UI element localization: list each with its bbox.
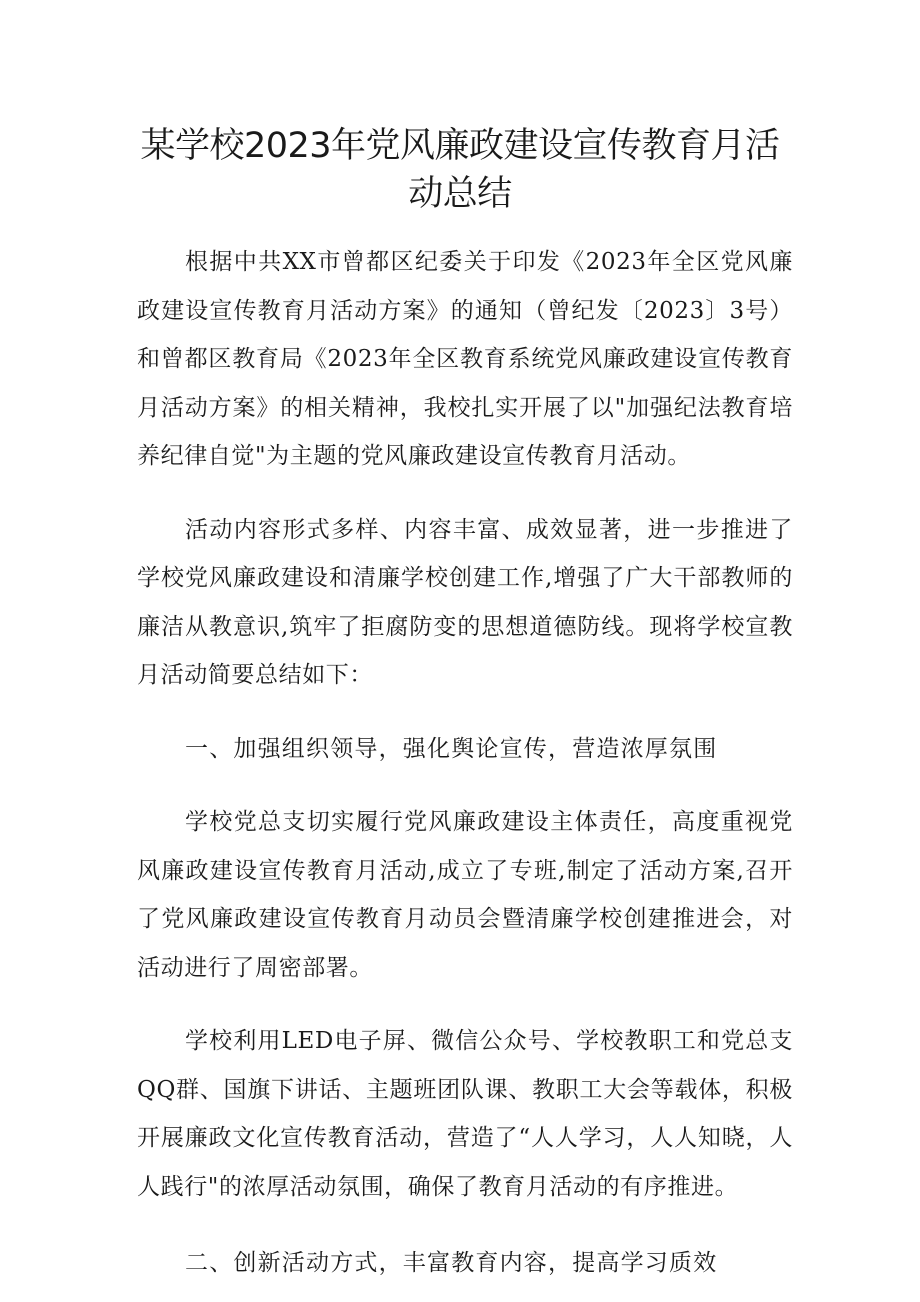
document-body xyxy=(137,238,793,1288)
paragraph-overview: 活动内容形式多样、内容丰富、成效显著，进一步推进了学校党风廉政建设和清廉学校创建工作,增强了广大干部教师的廉洁从教意识,筑牢了拒腐防变的思想道德防线。现将学校宣教月活动简要总结如下： xyxy=(137,516,793,688)
document-title xyxy=(120,122,800,218)
paragraph-section1-a: 学校党总支切实履行党风廉政建设主体责任，高度重视党风廉政建设宣传教育月活动,成立了专班,制定了活动方案,召开了党风廉政建设宣传教育月动员会暨清廉学校创建推进会，对活动进行了周密部署。 xyxy=(137,809,793,981)
section-heading-2: 二、创新活动方式，丰富教育内容，提高学习质效 xyxy=(185,1250,718,1276)
paragraph-intro: 根据中共XX市曾都区纪委关于印发《2023年全区党风廉政建设宣传教育月活动方案》的通知（曾纪发〔2023〕3号）和曾都区教育局《2023年全区教育系统党风廉政建设宣传教育月活动方案》的相关精神，我校扎实开展了以"加强纪法教育培养纪律自觉"为主题的党风廉政建设宣传教育月活动。 xyxy=(137,249,793,469)
title-line-2: 动总结 xyxy=(408,174,512,214)
paragraph-section1-b: 学校利用LED电子屏、微信公众号、学校教职工和党总支QQ群、国旗下讲话、主题班团队课、教职工大会等载体，积极开展廉政文化宣传教育活动，营造了“人人学习，人人知晓，人人践行"的浓厚活动氛围，确保了教育月活动的有序推进。 xyxy=(137,1028,793,1200)
title-line-1: 某学校2023年党风廉政建设宣传教育月活 xyxy=(140,126,780,166)
section-heading-1: 一、加强组织领导，强化舆论宣传，营造浓厚氛围 xyxy=(185,735,718,762)
